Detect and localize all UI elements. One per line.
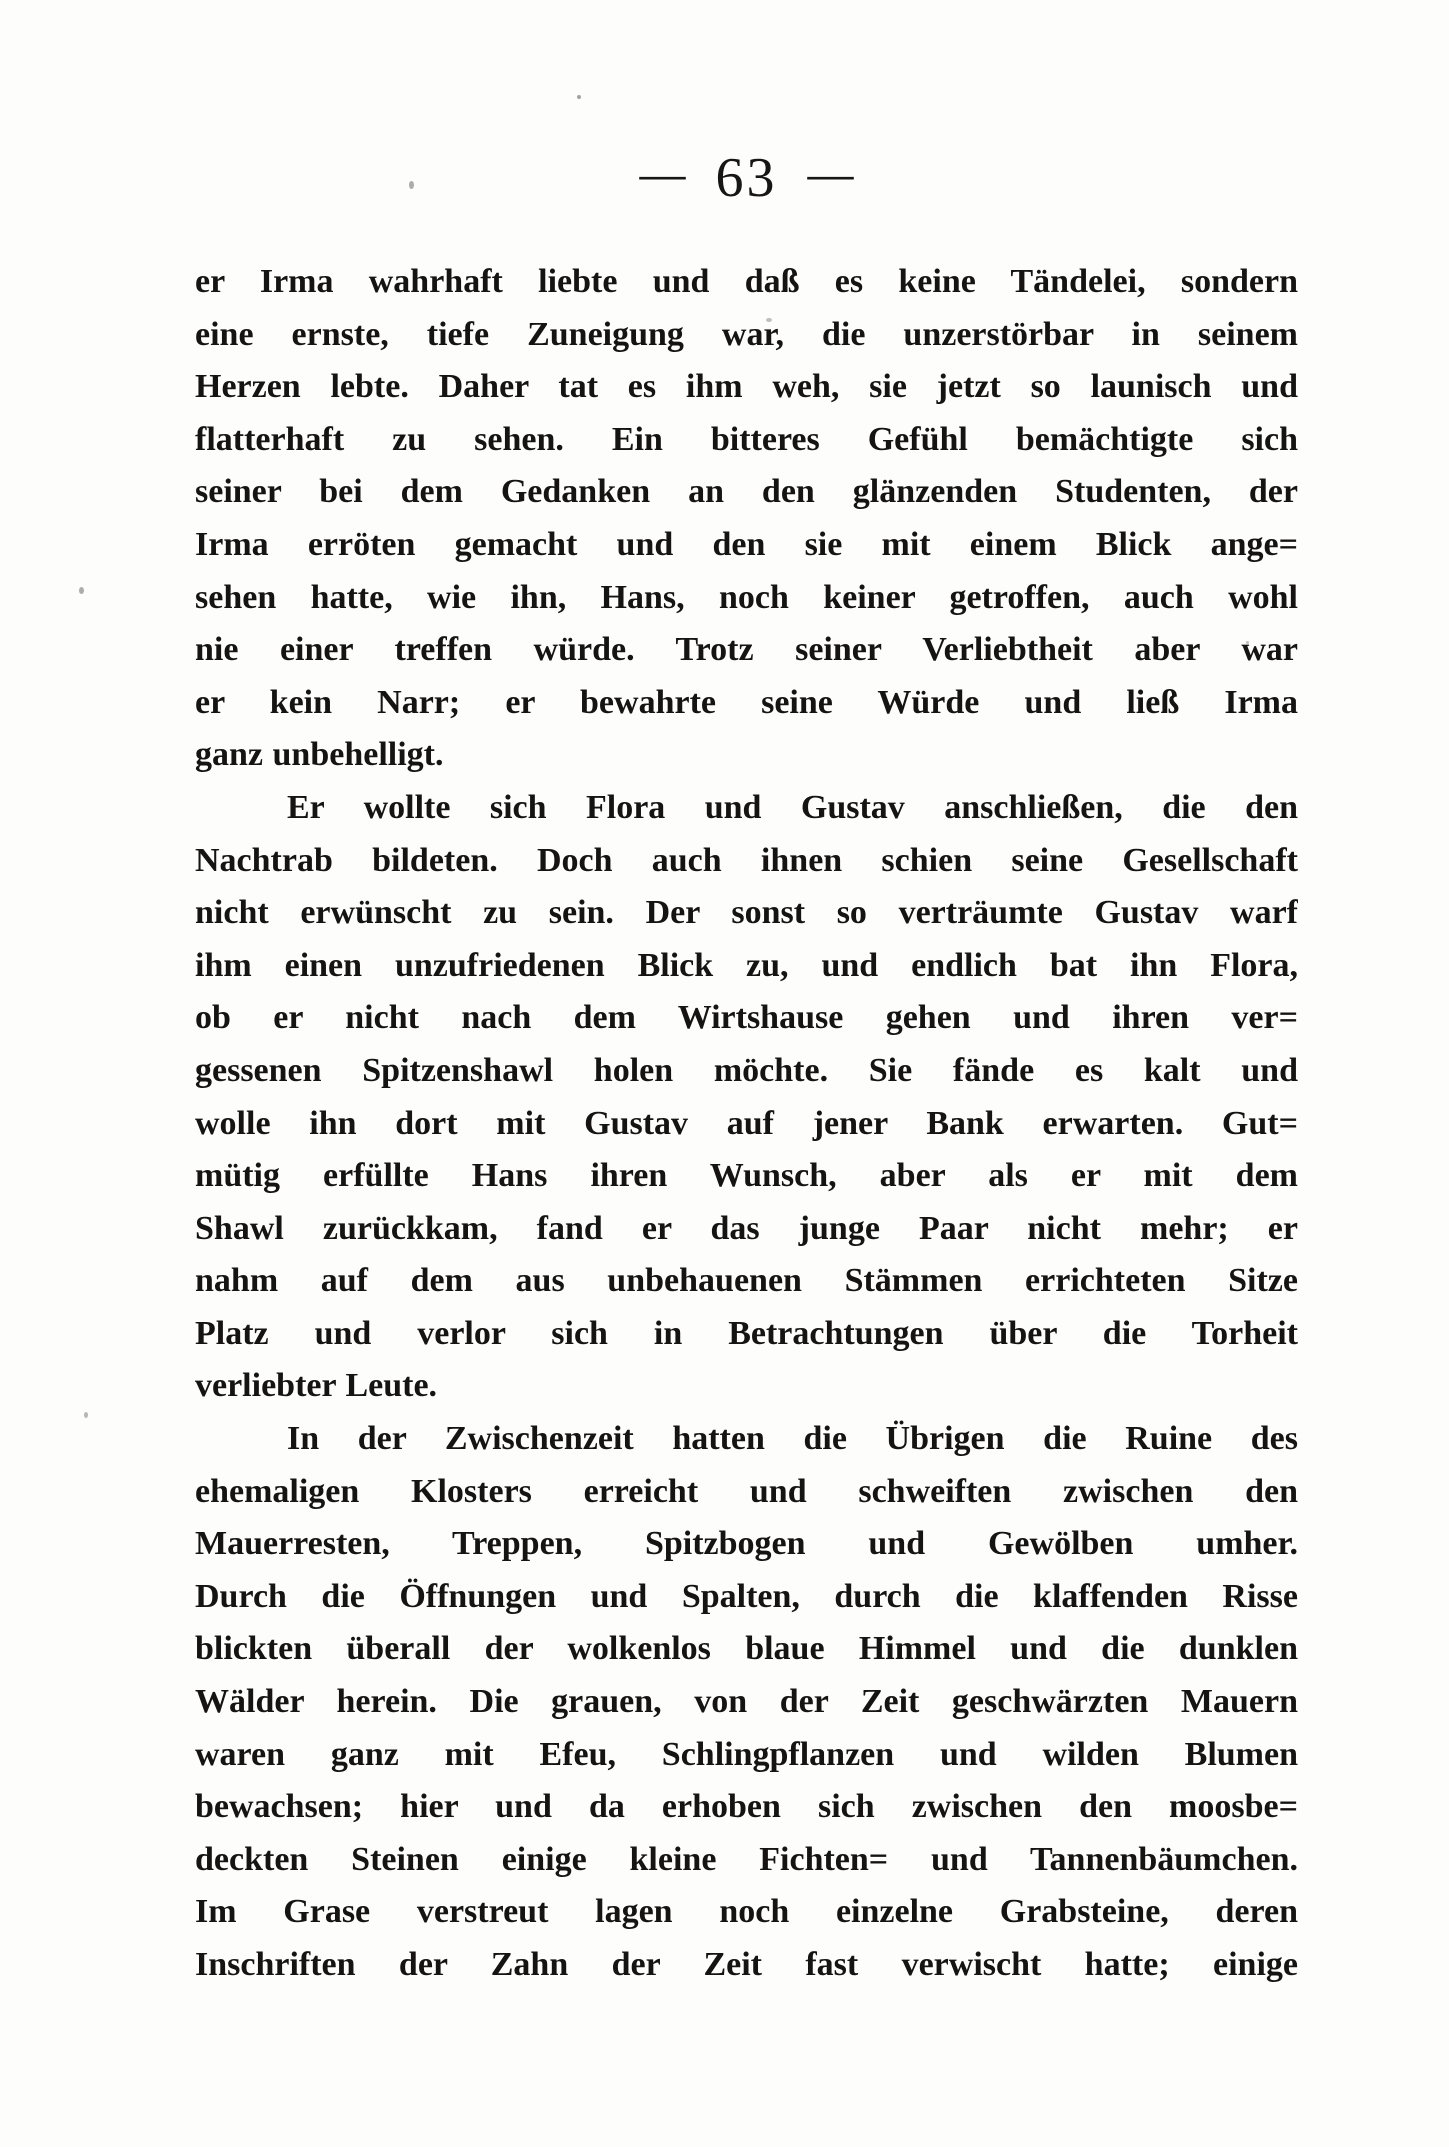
text-line: verliebter Leute. xyxy=(195,1367,438,1405)
text-line: Inschriften der Zahn der Zeit fast verwischt hatte; einige xyxy=(195,1946,1298,1983)
text-line: eine ernste, tiefe Zuneigung war, die unzerstörbar in seinem xyxy=(195,315,1298,353)
text-line: ehemaligen Klosters erreicht und schweiften zwischen den xyxy=(195,1472,1298,1510)
text-line: flatterhaft zu sehen. Ein bitteres Gefühl bemächtigte sich xyxy=(195,420,1298,458)
text-line: Wälder herein. Die grauen, von der Zeit geschwärzten Mauern xyxy=(195,1683,1298,1721)
paragraph-3 xyxy=(195,1413,1298,1992)
text-line: nie einer treffen würde. Trotz seiner Verliebtheit aber war xyxy=(195,631,1298,669)
text-line: Irma erröten gemacht und den sie mit einem Blick ange= xyxy=(195,525,1298,563)
header-dash-left: — xyxy=(639,154,686,195)
text-line: bewachsen; hier und da erhoben sich zwischen den moosbe= xyxy=(195,1788,1298,1826)
text-block xyxy=(195,256,1298,1992)
text-line: Mauerresten, Treppen, Spitzbogen und Gewölben umher. xyxy=(195,1525,1298,1563)
text-line: deckten Steinen einige kleine Fichten= und Tannenbäumchen. xyxy=(195,1840,1298,1878)
text-line: Herzen lebte. Daher tat es ihm weh, sie jetzt so launisch und xyxy=(195,368,1298,406)
scan-speck xyxy=(766,318,772,322)
text-line: Shawl zurückkam, fand er das junge Paar nicht mehr; er xyxy=(195,1209,1298,1247)
text-line: waren ganz mit Efeu, Schlingpflanzen und wilden Blumen xyxy=(195,1735,1298,1773)
text-line: In der Zwischenzeit hatten die Übrigen die Ruine des xyxy=(287,1420,1298,1458)
paragraph-1 xyxy=(195,256,1298,782)
page-number: 63 xyxy=(715,147,778,209)
text-line: nahm auf dem aus unbehauenen Stämmen errichteten Sitze xyxy=(195,1262,1298,1300)
text-line: Durch die Öffnungen und Spalten, durch die klaffenden Risse xyxy=(195,1577,1298,1615)
paragraph-2 xyxy=(195,782,1298,1413)
text-line: ihm einen unzufriedenen Blick zu, und endlich bat ihn Flora, xyxy=(195,946,1298,984)
text-line: Platz und verlor sich in Betrachtungen über die Torheit xyxy=(195,1314,1298,1352)
scan-speck xyxy=(79,587,84,594)
text-line: blickten überall der wolkenlos blaue Himmel und die dunklen xyxy=(195,1630,1298,1668)
text-line: nicht erwünscht zu sein. Der sonst so verträumte Gustav warf xyxy=(195,894,1298,932)
text-line: sehen hatte, wie ihn, Hans, noch keiner getroffen, auch wohl xyxy=(195,578,1298,616)
page-header xyxy=(195,146,1298,210)
text-line: seiner bei dem Gedanken an den glänzenden Studenten, der xyxy=(195,473,1298,511)
text-line: Nachtrab bildeten. Doch auch ihnen schien seine Gesellschaft xyxy=(195,841,1298,879)
text-line: Im Grase verstreut lagen noch einzelne Grabsteine, deren xyxy=(195,1893,1298,1931)
text-line: gessenen Spitzenshawl holen möchte. Sie fände es kalt und xyxy=(195,1051,1298,1089)
text-line: wolle ihn dort mit Gustav auf jener Bank erwarten. Gut= xyxy=(195,1104,1298,1142)
text-line: Er wollte sich Flora und Gustav anschließen, die den xyxy=(287,788,1298,826)
text-line: ganz unbehelligt. xyxy=(195,736,444,774)
text-line: ob er nicht nach dem Wirtshause gehen und ihren ver= xyxy=(195,999,1298,1037)
text-line: mütig erfüllte Hans ihren Wunsch, aber als er mit dem xyxy=(195,1157,1298,1195)
scan-speck xyxy=(1246,641,1249,644)
text-line: er Irma wahrhaft liebte und daß es keine Tändelei, sondern xyxy=(195,263,1298,300)
text-line: er kein Narr; er bewahrte seine Würde und ließ Irma xyxy=(195,683,1298,721)
scan-speck xyxy=(577,95,581,99)
header-dash-right: — xyxy=(807,154,854,195)
scan-speck xyxy=(409,181,414,189)
scan-speck xyxy=(84,1412,88,1418)
